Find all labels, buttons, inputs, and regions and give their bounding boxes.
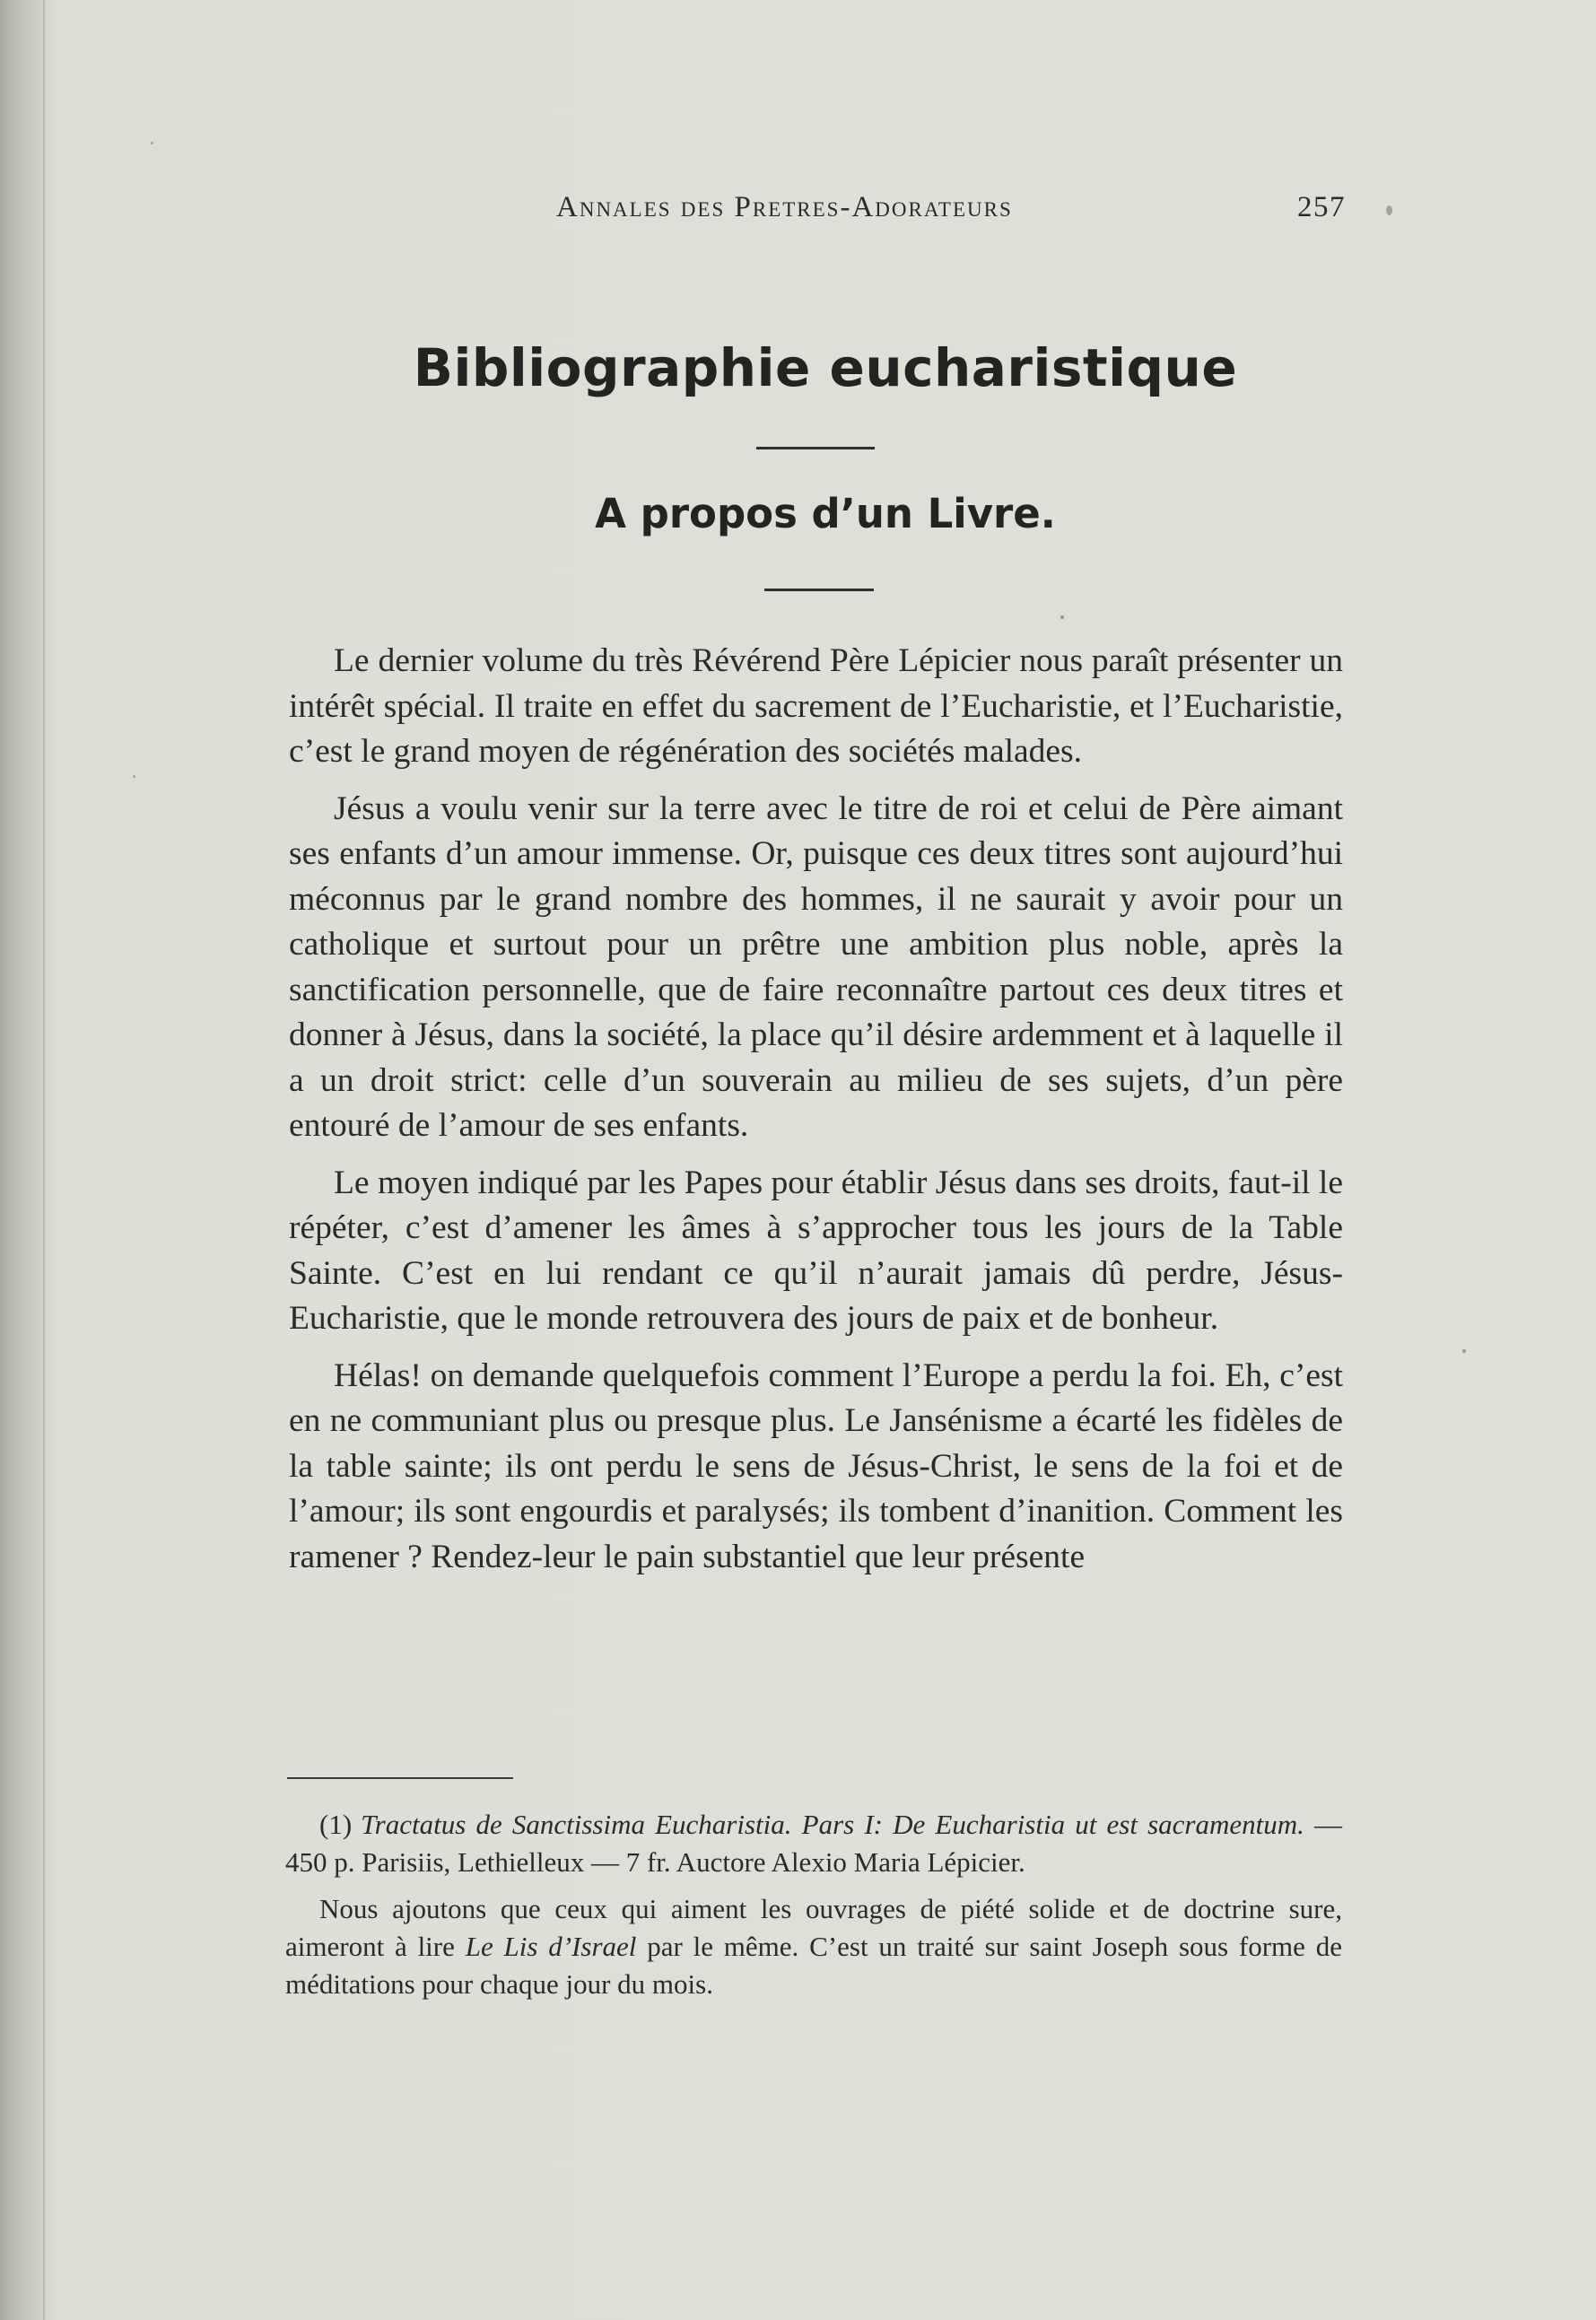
- article-title: Bibliographie eucharistique: [413, 337, 1238, 398]
- footnote-reference-title: Tractatus de Sanctissima Eucharistia. Pars I: De Eucharistia ut est sacramentum.: [361, 1809, 1304, 1840]
- article-body: [289, 639, 1343, 1592]
- footnote-separator: [287, 1777, 513, 1779]
- running-title: Annales des Pretres-Adorateurs: [556, 191, 1013, 223]
- paper-speck: [1060, 615, 1064, 619]
- paragraph-1: Le dernier volume du très Révérend Père Lépicier nous paraît présenter un intérêt spécial. Il traite en effet du sacrement de l’Eucharistie, et l’Eucharistie, c’est le grand moyen de régénération des sociétés malades.: [289, 642, 1343, 770]
- paragraph-4: Hélas! on demande quelquefois comment l’Europe a perdu la foi. Eh, c’est en ne communiant plus ou presque plus. Le Jansénisme a écarté les fidèles de la table sainte; ils ont perdu le sens de Jésus-Christ, le sens de la foi et de l’amour; ils sont engourdis et paralysés; ils tombent d’inanition. Comment les ramener ? Rendez-leur le pain substantiel que leur présente: [289, 1356, 1343, 1575]
- running-header: [556, 191, 1346, 227]
- footnote-1: [285, 1806, 1342, 1881]
- footnote-note-text-start: Nous ajoutons que ceux qui aiment les ouvrages de piété solide et de doctrine sure, aimeront à lire: [285, 1893, 1342, 1962]
- paragraph-3: Le moyen indiqué par les Papes pour établir Jésus dans ses droits, faut-il le répéter, c’est d’amener les âmes à s’approcher tous les jours de la Table Sainte. C’est en lui rendant ce qu’il n’aurait jamais dû perdre, Jésus-Eucharistie, que le monde retrouvera des jours de paix et de bonheur.: [289, 1164, 1343, 1337]
- footnote-note: [285, 1890, 1342, 2003]
- footnote-number: (1): [319, 1809, 353, 1840]
- page-number: 257: [1297, 191, 1346, 223]
- paper-speck: [151, 142, 153, 144]
- paper-speck: [133, 775, 135, 778]
- footnote-reference-details: — 450 p. Parisiis, Lethielleux — 7 fr. Auctore Alexio Maria Lépicier.: [285, 1809, 1343, 1878]
- paper-speck: [1386, 205, 1392, 215]
- footnote-note-book-title: Le Lis d’Israel: [465, 1931, 637, 1962]
- footnote-note-text-end: par le même. C’est un traité sur saint Joseph sous forme de méditations pour chaque jour du mois.: [285, 1931, 1342, 2000]
- binding-edge-line: [43, 0, 45, 2320]
- article-subtitle: A propos d’un Livre.: [595, 490, 1056, 537]
- subtitle-rule: [764, 589, 874, 591]
- footnotes: [285, 1806, 1342, 2012]
- title-rule: [756, 447, 875, 449]
- paper-speck: [1462, 1349, 1466, 1353]
- paragraph-2: Jésus a voulu venir sur la terre avec le titre de roi et celui de Père aimant ses enfants d’un amour immense. Or, puisque ces deux titres sont aujourd’hui méconnus par le grand nombre des hommes, il ne saurait y avoir pour un catholique et surtout pour un prêtre une ambition plus noble, après la sanctification personnelle, que de faire reconnaître partout ces deux titres et donner à Jésus, dans la société, la place qu’il désire ardemment et à laquelle il a un droit strict: celle d’un souverain au milieu de ses sujets, d’un père entouré de l’amour de ses enfants.: [289, 789, 1343, 1144]
